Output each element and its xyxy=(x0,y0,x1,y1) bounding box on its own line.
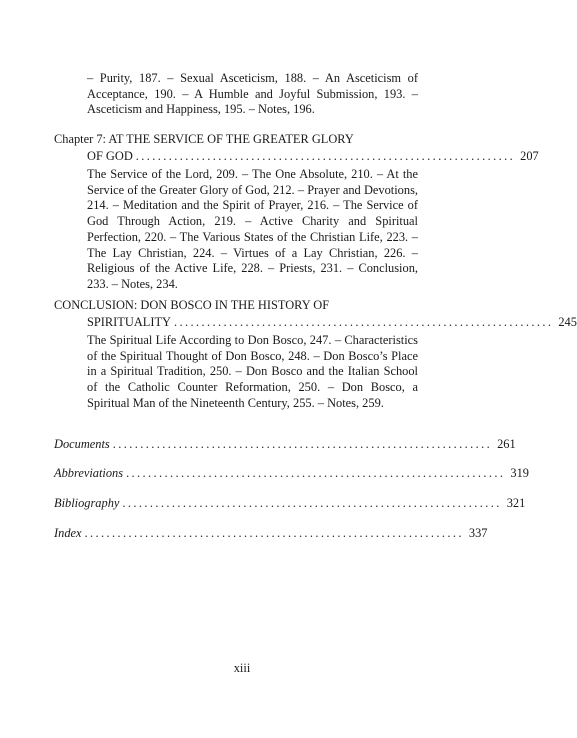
conclusion-contents-text: The Spiritual Life According to Don Bosco, 247. – Characteristics of the Spiritual Thought of Don Bosco, 248. – Don Bosco’s Place in a Spiritual Tradition, 250. – Don Bosco and the Italian School of the Catholic Counter Reformation, 250. – Don Bosco, a Spiritual Man of the Nineteenth Century, 255. – Notes, 259. xyxy=(87,333,418,410)
chapter7-title-line1: Chapter 7: AT THE SERVICE OF THE GREATER GLORY xyxy=(54,132,354,146)
chapter7-page-number: 207 xyxy=(520,149,539,163)
chapter7-title-line2 xyxy=(54,148,539,165)
dot-leader: ..................................................................... xyxy=(84,526,464,540)
dot-leader: ..................................................................... xyxy=(173,315,554,329)
chapter6-continuation-text: – Purity, 187. – Sexual Asceticism, 188. – An Asceticism of Acceptance, 190. – A Humble and Joyful Submission, 193. – Asceticism and Happiness, 195. – Notes, 196. xyxy=(87,71,418,117)
conclusion-title-line2 xyxy=(54,314,577,331)
abbreviations-page-number: 319 xyxy=(510,466,529,480)
documents-entry xyxy=(54,436,516,453)
documents-label: Documents xyxy=(54,437,110,451)
dot-leader: ..................................................................... xyxy=(112,437,493,451)
documents-page-number: 261 xyxy=(497,437,516,451)
index-label: Index xyxy=(54,526,82,540)
conclusion-entry xyxy=(54,297,577,412)
conclusion-title-line2-text: SPIRITUALITY xyxy=(87,315,171,329)
index-page-number: 337 xyxy=(468,526,488,540)
abbreviations-label: Abbreviations xyxy=(54,466,124,480)
chapter7-contents-text: The Service of the Lord, 209. – The One Absolute, 210. – At the Service of the Greater Glory of God, 212. – Prayer and Devotions, 214. – Meditation and the Spirit of Prayer, 216. – The Service of God Through Action, 219. – Active Charity and Spiritual Perfection, 220. – The Various States of the Christian Life, 223. – The Lay Christian, 224. – Virtues of a Lay Christian, 226. – Religious of the Active Life, 228. – Priests, 231. – Conclusion, 233. – Notes, 234. xyxy=(87,167,418,291)
conclusion-page-number: 245 xyxy=(558,315,577,329)
bibliography-entry xyxy=(54,495,526,512)
dot-leader: ..................................................................... xyxy=(126,466,506,480)
page-number: xiii xyxy=(233,661,251,675)
chapter7-entry xyxy=(54,131,539,293)
dot-leader: ..................................................................... xyxy=(135,149,516,163)
index-entry xyxy=(54,525,488,542)
chapter7-title-line2-text: OF GOD xyxy=(87,149,133,163)
bibliography-label: Bibliography xyxy=(54,496,120,510)
bibliography-page-number: 321 xyxy=(506,496,526,510)
conclusion-title-line1: CONCLUSION: DON BOSCO IN THE HISTORY OF xyxy=(54,298,330,312)
abbreviations-entry xyxy=(54,465,529,482)
dot-leader: ..................................................................... xyxy=(122,496,502,510)
